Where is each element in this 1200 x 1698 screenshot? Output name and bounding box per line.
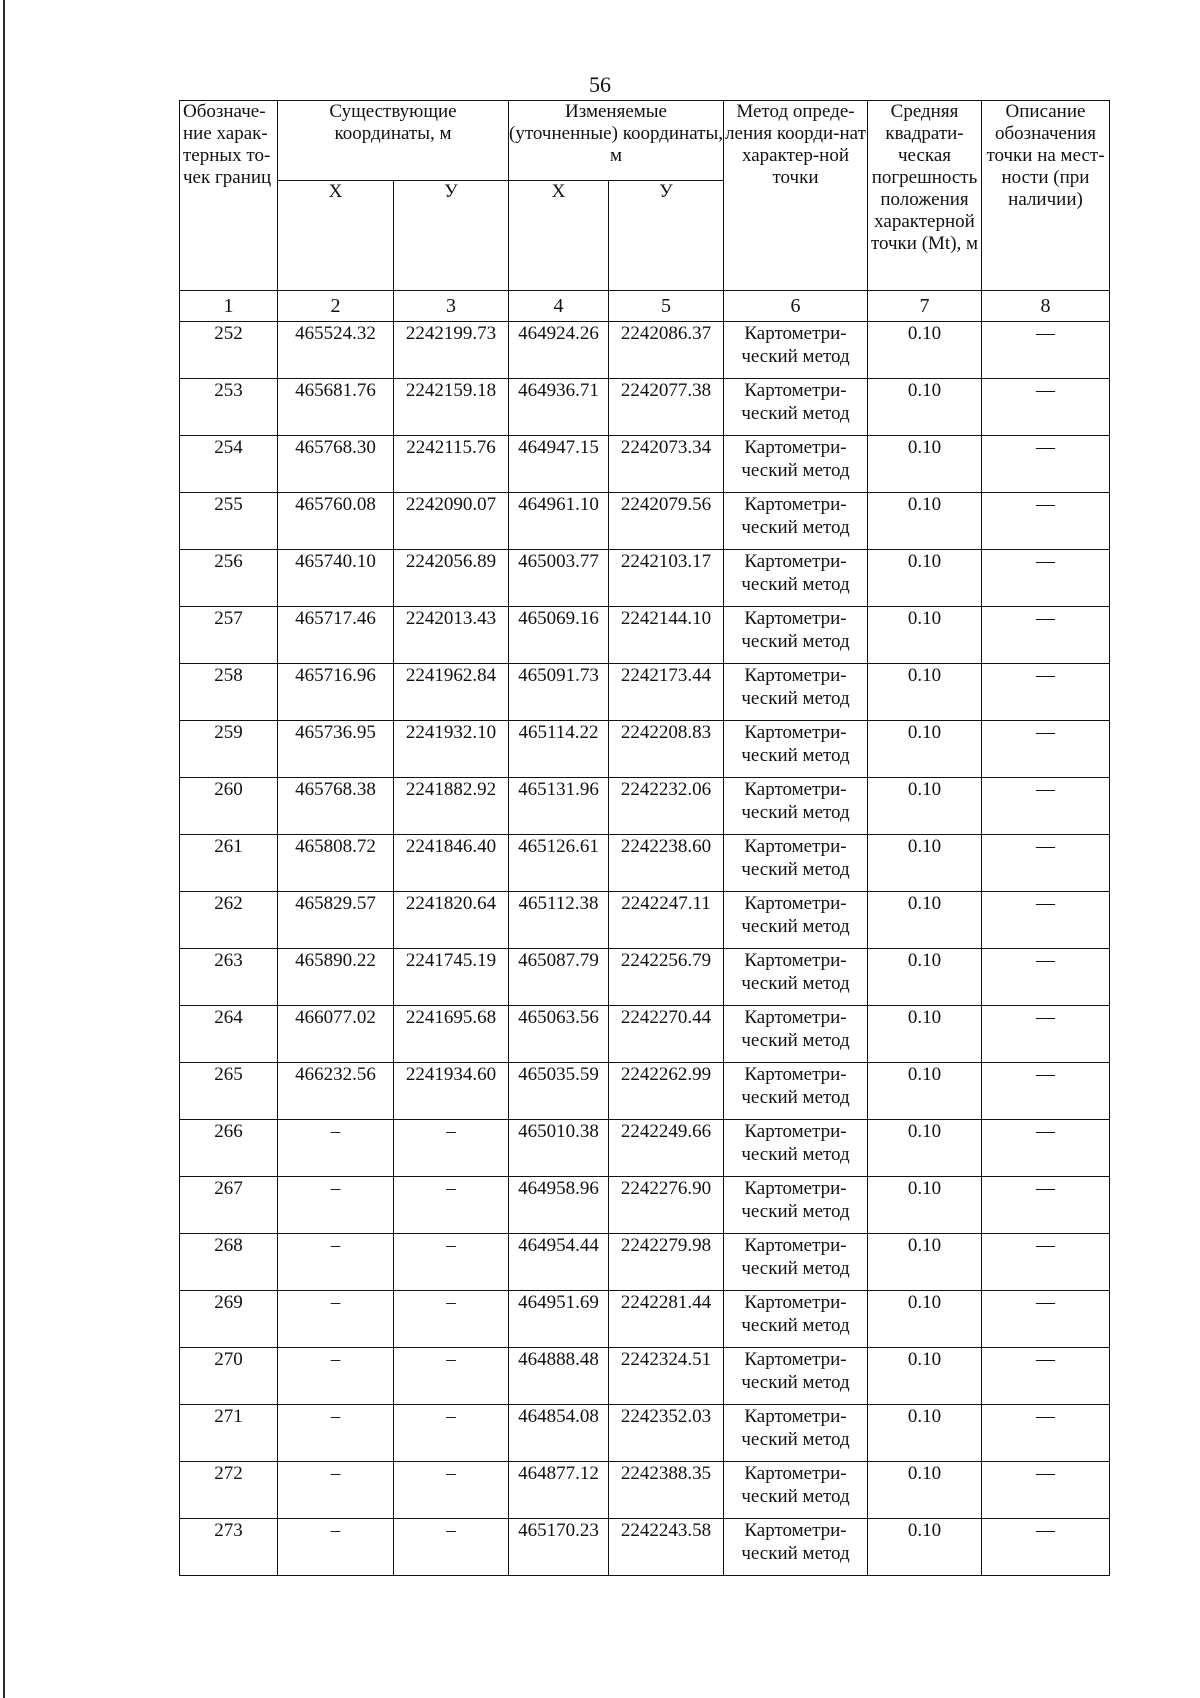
table-row: [180, 1291, 1110, 1348]
description-cell: —: [982, 778, 1110, 835]
table-row: [180, 322, 1110, 379]
header-description: Описание обозначения точки на мест-ности (при наличии): [982, 101, 1110, 291]
changed-x-cell: 465114.22: [509, 721, 609, 778]
table-row: [180, 1519, 1110, 1576]
changed-x-cell: 464954.44: [509, 1234, 609, 1291]
header-method: Метод опреде-ления коорди-нат характер-ной точки: [724, 101, 868, 291]
method-cell: Картометри-ческий метод: [724, 835, 868, 892]
existing-y-cell: 2241932.10: [394, 721, 509, 778]
changed-x-cell: 464877.12: [509, 1462, 609, 1519]
existing-y-cell: –: [394, 1177, 509, 1234]
table-row: [180, 835, 1110, 892]
changed-y-cell: 2242103.17: [609, 550, 724, 607]
existing-x-cell: –: [278, 1120, 394, 1177]
existing-x-cell: 465681.76: [278, 379, 394, 436]
header-mean-error: Средняя квадрати-ческая погрешность положения характерной точки (Mt), м: [868, 101, 982, 291]
point-id-cell: 263: [180, 949, 278, 1006]
description-cell: —: [982, 721, 1110, 778]
description-cell: —: [982, 1120, 1110, 1177]
method-cell: Картометри-ческий метод: [724, 1519, 868, 1576]
method-cell: Картометри-ческий метод: [724, 550, 868, 607]
table-row: [180, 1234, 1110, 1291]
existing-x-cell: 465717.46: [278, 607, 394, 664]
changed-x-cell: 465126.61: [509, 835, 609, 892]
point-id-cell: 270: [180, 1348, 278, 1405]
description-cell: —: [982, 322, 1110, 379]
changed-y-cell: 2242077.38: [609, 379, 724, 436]
changed-x-cell: 465010.38: [509, 1120, 609, 1177]
existing-y-cell: –: [394, 1519, 509, 1576]
mean-error-cell: 0.10: [868, 436, 982, 493]
existing-y-cell: 2242090.07: [394, 493, 509, 550]
existing-x-cell: –: [278, 1519, 394, 1576]
changed-x-cell: 465069.16: [509, 607, 609, 664]
description-cell: —: [982, 835, 1110, 892]
changed-y-cell: 2242279.98: [609, 1234, 724, 1291]
method-cell: Картометри-ческий метод: [724, 1177, 868, 1234]
page-number: 56: [589, 72, 611, 97]
existing-y-cell: 2242159.18: [394, 379, 509, 436]
mean-error-cell: 0.10: [868, 892, 982, 949]
coordinates-table: [179, 100, 1110, 1576]
table-row: [180, 1462, 1110, 1519]
method-cell: Картометри-ческий метод: [724, 1348, 868, 1405]
point-id-cell: 272: [180, 1462, 278, 1519]
point-id-cell: 261: [180, 835, 278, 892]
mean-error-cell: 0.10: [868, 322, 982, 379]
changed-y-cell: 2242324.51: [609, 1348, 724, 1405]
existing-y-cell: –: [394, 1234, 509, 1291]
method-cell: Картометри-ческий метод: [724, 1234, 868, 1291]
changed-x-cell: 465087.79: [509, 949, 609, 1006]
point-id-cell: 259: [180, 721, 278, 778]
description-cell: —: [982, 550, 1110, 607]
table-row: [180, 664, 1110, 721]
table-row: [180, 1348, 1110, 1405]
changed-y-cell: 2242073.34: [609, 436, 724, 493]
point-id-cell: 253: [180, 379, 278, 436]
existing-y-cell: –: [394, 1291, 509, 1348]
description-cell: —: [982, 949, 1110, 1006]
header-existing-x: X: [278, 181, 394, 291]
changed-y-cell: 2242232.06: [609, 778, 724, 835]
existing-y-cell: –: [394, 1405, 509, 1462]
description-cell: —: [982, 664, 1110, 721]
method-cell: Картометри-ческий метод: [724, 1120, 868, 1177]
description-cell: —: [982, 1462, 1110, 1519]
changed-y-cell: 2242256.79: [609, 949, 724, 1006]
description-cell: —: [982, 1234, 1110, 1291]
description-cell: —: [982, 892, 1110, 949]
mean-error-cell: 0.10: [868, 379, 982, 436]
point-id-cell: 262: [180, 892, 278, 949]
existing-x-cell: 465768.30: [278, 436, 394, 493]
changed-y-cell: 2242144.10: [609, 607, 724, 664]
changed-x-cell: 464961.10: [509, 493, 609, 550]
table-row: [180, 1120, 1110, 1177]
description-cell: —: [982, 1405, 1110, 1462]
existing-y-cell: 2241695.68: [394, 1006, 509, 1063]
mean-error-cell: 0.10: [868, 835, 982, 892]
mean-error-cell: 0.10: [868, 1234, 982, 1291]
table-row: [180, 1006, 1110, 1063]
existing-x-cell: –: [278, 1234, 394, 1291]
changed-y-cell: 2242086.37: [609, 322, 724, 379]
column-number: 4: [509, 291, 609, 322]
header-changed-x: X: [509, 181, 609, 291]
point-id-cell: 266: [180, 1120, 278, 1177]
point-id-cell: 269: [180, 1291, 278, 1348]
table-row: [180, 493, 1110, 550]
method-cell: Картометри-ческий метод: [724, 1291, 868, 1348]
changed-y-cell: 2242270.44: [609, 1006, 724, 1063]
changed-y-cell: 2242276.90: [609, 1177, 724, 1234]
method-cell: Картометри-ческий метод: [724, 721, 868, 778]
description-cell: —: [982, 1291, 1110, 1348]
mean-error-cell: 0.10: [868, 1519, 982, 1576]
changed-y-cell: 2242173.44: [609, 664, 724, 721]
existing-y-cell: 2241745.19: [394, 949, 509, 1006]
point-id-cell: 255: [180, 493, 278, 550]
existing-x-cell: –: [278, 1405, 394, 1462]
method-cell: Картометри-ческий метод: [724, 493, 868, 550]
mean-error-cell: 0.10: [868, 778, 982, 835]
description-cell: —: [982, 1177, 1110, 1234]
table-row: [180, 436, 1110, 493]
table-row: [180, 550, 1110, 607]
changed-y-cell: 2242208.83: [609, 721, 724, 778]
method-cell: Картометри-ческий метод: [724, 1063, 868, 1120]
existing-x-cell: –: [278, 1462, 394, 1519]
existing-x-cell: 466232.56: [278, 1063, 394, 1120]
table-row: [180, 1177, 1110, 1234]
existing-x-cell: 465524.32: [278, 322, 394, 379]
column-number-row: [180, 291, 1110, 322]
existing-y-cell: –: [394, 1462, 509, 1519]
scan-edge-line: [3, 0, 5, 1698]
point-id-cell: 258: [180, 664, 278, 721]
method-cell: Картометри-ческий метод: [724, 1405, 868, 1462]
existing-y-cell: 2242115.76: [394, 436, 509, 493]
point-id-cell: 265: [180, 1063, 278, 1120]
description-cell: —: [982, 607, 1110, 664]
existing-y-cell: 2242199.73: [394, 322, 509, 379]
method-cell: Картометри-ческий метод: [724, 664, 868, 721]
existing-y-cell: 2241882.92: [394, 778, 509, 835]
header-point-designation: Обозначе-ние харак-терных то-чек границ: [180, 101, 278, 291]
changed-y-cell: 2242388.35: [609, 1462, 724, 1519]
column-number: 8: [982, 291, 1110, 322]
description-cell: —: [982, 1006, 1110, 1063]
existing-x-cell: 466077.02: [278, 1006, 394, 1063]
description-cell: —: [982, 379, 1110, 436]
table-row: [180, 607, 1110, 664]
method-cell: Картометри-ческий метод: [724, 1006, 868, 1063]
header-changed-coordinates: Изменяемые (уточненные) координаты, м: [509, 101, 724, 181]
existing-x-cell: 465768.38: [278, 778, 394, 835]
method-cell: Картометри-ческий метод: [724, 892, 868, 949]
mean-error-cell: 0.10: [868, 1405, 982, 1462]
changed-y-cell: 2242238.60: [609, 835, 724, 892]
existing-x-cell: –: [278, 1348, 394, 1405]
existing-y-cell: 2241846.40: [394, 835, 509, 892]
point-id-cell: 260: [180, 778, 278, 835]
changed-x-cell: 465112.38: [509, 892, 609, 949]
mean-error-cell: 0.10: [868, 1177, 982, 1234]
changed-y-cell: 2242247.11: [609, 892, 724, 949]
existing-x-cell: 465736.95: [278, 721, 394, 778]
changed-y-cell: 2242249.66: [609, 1120, 724, 1177]
method-cell: Картометри-ческий метод: [724, 379, 868, 436]
header-existing-coordinates: Существующие координаты, м: [278, 101, 509, 181]
point-id-cell: 264: [180, 1006, 278, 1063]
changed-x-cell: 465091.73: [509, 664, 609, 721]
method-cell: Картометри-ческий метод: [724, 322, 868, 379]
method-cell: Картометри-ческий метод: [724, 436, 868, 493]
mean-error-cell: 0.10: [868, 493, 982, 550]
changed-x-cell: 464951.69: [509, 1291, 609, 1348]
mean-error-cell: 0.10: [868, 1120, 982, 1177]
point-id-cell: 271: [180, 1405, 278, 1462]
changed-x-cell: 465035.59: [509, 1063, 609, 1120]
mean-error-cell: 0.10: [868, 1291, 982, 1348]
method-cell: Картометри-ческий метод: [724, 1462, 868, 1519]
changed-y-cell: 2242079.56: [609, 493, 724, 550]
column-number: 7: [868, 291, 982, 322]
table-row: [180, 721, 1110, 778]
changed-x-cell: 465003.77: [509, 550, 609, 607]
mean-error-cell: 0.10: [868, 1462, 982, 1519]
existing-y-cell: 2242056.89: [394, 550, 509, 607]
changed-x-cell: 465170.23: [509, 1519, 609, 1576]
changed-y-cell: 2242281.44: [609, 1291, 724, 1348]
method-cell: Картометри-ческий метод: [724, 949, 868, 1006]
mean-error-cell: 0.10: [868, 550, 982, 607]
point-id-cell: 267: [180, 1177, 278, 1234]
existing-x-cell: –: [278, 1291, 394, 1348]
changed-x-cell: 464888.48: [509, 1348, 609, 1405]
mean-error-cell: 0.10: [868, 1006, 982, 1063]
description-cell: —: [982, 493, 1110, 550]
changed-y-cell: 2242352.03: [609, 1405, 724, 1462]
description-cell: —: [982, 1348, 1110, 1405]
changed-x-cell: 465063.56: [509, 1006, 609, 1063]
existing-y-cell: 2242013.43: [394, 607, 509, 664]
column-number: 3: [394, 291, 509, 322]
existing-x-cell: 465740.10: [278, 550, 394, 607]
description-cell: —: [982, 436, 1110, 493]
point-id-cell: 256: [180, 550, 278, 607]
changed-y-cell: 2242243.58: [609, 1519, 724, 1576]
mean-error-cell: 0.10: [868, 721, 982, 778]
column-number: 6: [724, 291, 868, 322]
existing-x-cell: 465760.08: [278, 493, 394, 550]
point-id-cell: 268: [180, 1234, 278, 1291]
mean-error-cell: 0.10: [868, 1063, 982, 1120]
changed-x-cell: 464854.08: [509, 1405, 609, 1462]
existing-y-cell: 2241934.60: [394, 1063, 509, 1120]
description-cell: —: [982, 1519, 1110, 1576]
existing-y-cell: 2241820.64: [394, 892, 509, 949]
mean-error-cell: 0.10: [868, 949, 982, 1006]
table-body: [180, 291, 1110, 1576]
table-row: [180, 949, 1110, 1006]
method-cell: Картометри-ческий метод: [724, 778, 868, 835]
column-number: 1: [180, 291, 278, 322]
mean-error-cell: 0.10: [868, 607, 982, 664]
existing-y-cell: –: [394, 1120, 509, 1177]
point-id-cell: 273: [180, 1519, 278, 1576]
point-id-cell: 254: [180, 436, 278, 493]
changed-x-cell: 464936.71: [509, 379, 609, 436]
existing-x-cell: 465829.57: [278, 892, 394, 949]
changed-y-cell: 2242262.99: [609, 1063, 724, 1120]
table-row: [180, 379, 1110, 436]
table-row: [180, 892, 1110, 949]
mean-error-cell: 0.10: [868, 664, 982, 721]
existing-x-cell: 465716.96: [278, 664, 394, 721]
existing-y-cell: 2241962.84: [394, 664, 509, 721]
changed-x-cell: 464958.96: [509, 1177, 609, 1234]
existing-y-cell: –: [394, 1348, 509, 1405]
description-cell: —: [982, 1063, 1110, 1120]
method-cell: Картометри-ческий метод: [724, 607, 868, 664]
column-number: 5: [609, 291, 724, 322]
header-existing-y: У: [394, 181, 509, 291]
changed-x-cell: 464924.26: [509, 322, 609, 379]
column-number: 2: [278, 291, 394, 322]
table-row: [180, 1063, 1110, 1120]
changed-x-cell: 465131.96: [509, 778, 609, 835]
mean-error-cell: 0.10: [868, 1348, 982, 1405]
point-id-cell: 257: [180, 607, 278, 664]
point-id-cell: 252: [180, 322, 278, 379]
header-changed-y: У: [609, 181, 724, 291]
changed-x-cell: 464947.15: [509, 436, 609, 493]
table-row: [180, 778, 1110, 835]
existing-x-cell: –: [278, 1177, 394, 1234]
existing-x-cell: 465808.72: [278, 835, 394, 892]
table-row: [180, 1405, 1110, 1462]
existing-x-cell: 465890.22: [278, 949, 394, 1006]
